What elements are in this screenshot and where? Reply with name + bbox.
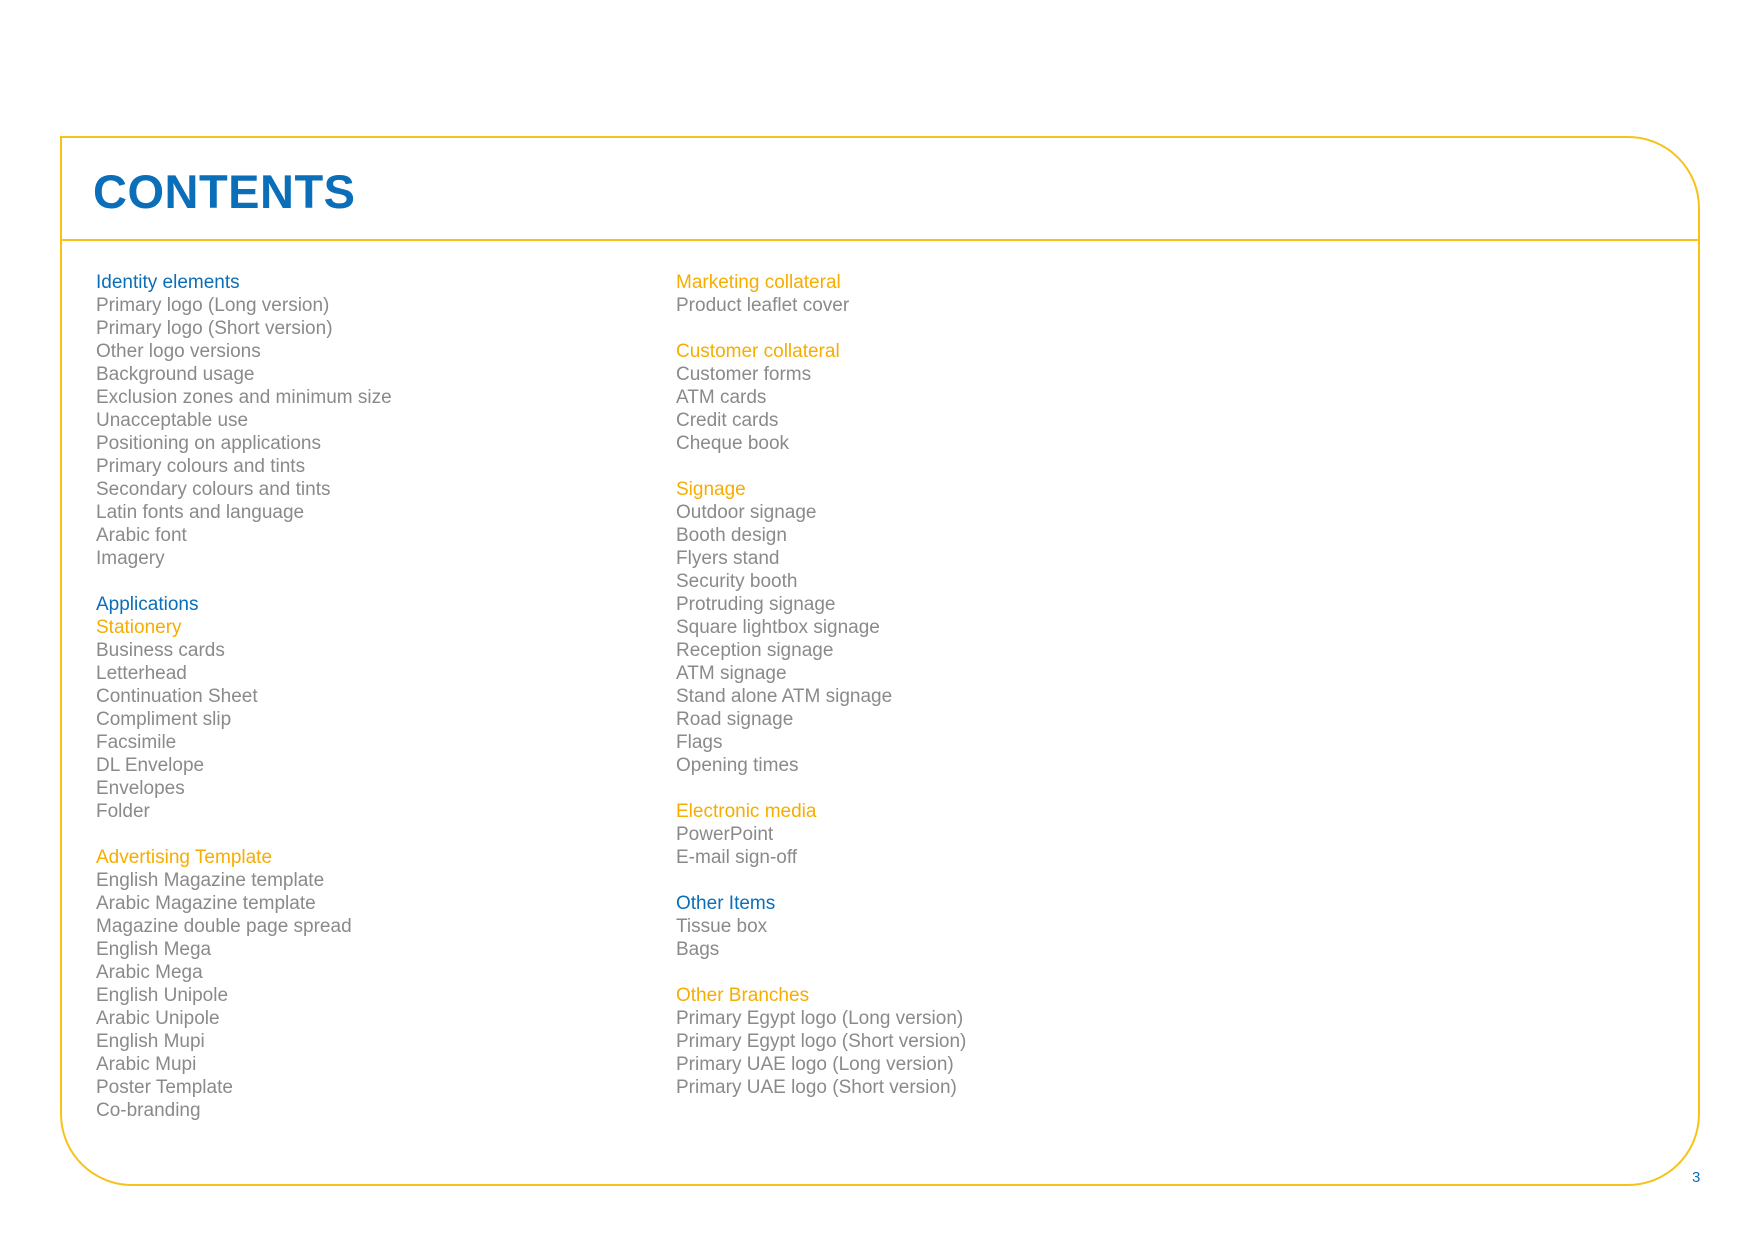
toc-item[interactable]: English Mega xyxy=(96,939,212,960)
section-heading-applications[interactable]: Applications xyxy=(96,594,199,615)
section-spacer xyxy=(676,317,1236,340)
header-divider xyxy=(60,239,1700,241)
toc-item[interactable]: Road signage xyxy=(676,709,794,730)
contents-left-column xyxy=(96,271,656,1122)
section-heading-electronic-media[interactable]: Electronic media xyxy=(676,801,817,822)
toc-item[interactable]: Booth design xyxy=(676,525,787,546)
toc-item[interactable]: English Mupi xyxy=(96,1031,205,1052)
contents-right-column xyxy=(676,271,1236,1099)
toc-item[interactable]: Facsimile xyxy=(96,732,177,753)
section-spacer xyxy=(96,570,656,593)
toc-item[interactable]: Magazine double page spread xyxy=(96,916,352,937)
toc-item[interactable]: ATM cards xyxy=(676,387,767,408)
toc-item[interactable]: Secondary colours and tints xyxy=(96,479,331,500)
section-spacer xyxy=(676,961,1236,984)
toc-item[interactable]: Flags xyxy=(676,732,723,753)
toc-item[interactable]: Latin fonts and language xyxy=(96,502,305,523)
toc-item[interactable]: Opening times xyxy=(676,755,799,776)
toc-item[interactable]: Flyers stand xyxy=(676,548,780,569)
toc-item[interactable]: English Unipole xyxy=(96,985,229,1006)
toc-item[interactable]: Primary UAE logo (Short version) xyxy=(676,1077,957,1098)
toc-item[interactable]: Business cards xyxy=(96,640,225,661)
toc-item[interactable]: E-mail sign-off xyxy=(676,847,798,868)
toc-item[interactable]: Customer forms xyxy=(676,364,812,385)
toc-item[interactable]: Bags xyxy=(676,939,720,960)
toc-item[interactable]: Protruding signage xyxy=(676,594,836,615)
section-heading-identity-elements[interactable]: Identity elements xyxy=(96,272,240,293)
toc-item[interactable]: Primary logo (Long version) xyxy=(96,295,330,316)
toc-item[interactable]: Arabic Mega xyxy=(96,962,203,983)
toc-item[interactable]: Credit cards xyxy=(676,410,779,431)
toc-item[interactable]: DL Envelope xyxy=(96,755,205,776)
toc-item[interactable]: Primary UAE logo (Long version) xyxy=(676,1054,954,1075)
toc-item[interactable]: Primary colours and tints xyxy=(96,456,306,477)
section-spacer xyxy=(96,823,656,846)
page-title: CONTENTS xyxy=(93,165,356,218)
toc-item[interactable]: Imagery xyxy=(96,548,165,569)
toc-item[interactable]: English Magazine template xyxy=(96,870,325,891)
toc-item[interactable]: Co-branding xyxy=(96,1100,201,1121)
toc-item[interactable]: Security booth xyxy=(676,571,798,592)
section-heading-other-branches[interactable]: Other Branches xyxy=(676,985,810,1006)
toc-item[interactable]: Background usage xyxy=(96,364,255,385)
toc-item[interactable]: PowerPoint xyxy=(676,824,774,845)
toc-item[interactable]: ATM signage xyxy=(676,663,787,684)
toc-item[interactable]: Positioning on applications xyxy=(96,433,321,454)
toc-item[interactable]: Arabic Mupi xyxy=(96,1054,197,1075)
page-number: 3 xyxy=(1692,1169,1701,1186)
toc-item[interactable]: Letterhead xyxy=(96,663,187,684)
toc-item[interactable]: Other logo versions xyxy=(96,341,261,362)
toc-item[interactable]: Arabic Unipole xyxy=(96,1008,220,1029)
toc-item[interactable]: Unacceptable use xyxy=(96,410,249,431)
toc-item[interactable]: Cheque book xyxy=(676,433,790,454)
toc-item[interactable]: Tissue box xyxy=(676,916,768,937)
section-heading-customer-collateral[interactable]: Customer collateral xyxy=(676,341,840,362)
section-heading-marketing-collateral[interactable]: Marketing collateral xyxy=(676,272,841,293)
section-spacer xyxy=(676,777,1236,800)
toc-item[interactable]: Outdoor signage xyxy=(676,502,817,523)
toc-item[interactable]: Exclusion zones and minimum size xyxy=(96,387,392,408)
section-heading-advertising-template[interactable]: Advertising Template xyxy=(96,847,273,868)
toc-item[interactable]: Envelopes xyxy=(96,778,185,799)
section-heading-other-items[interactable]: Other Items xyxy=(676,893,776,914)
toc-item[interactable]: Poster Template xyxy=(96,1077,233,1098)
subsection-heading-stationery[interactable]: Stationery xyxy=(96,617,182,638)
toc-item[interactable]: Folder xyxy=(96,801,150,822)
toc-item[interactable]: Arabic Magazine template xyxy=(96,893,316,914)
section-spacer xyxy=(676,869,1236,892)
toc-item[interactable]: Reception signage xyxy=(676,640,834,661)
toc-item[interactable]: Primary logo (Short version) xyxy=(96,318,333,339)
toc-item[interactable]: Compliment slip xyxy=(96,709,232,730)
toc-item[interactable]: Stand alone ATM signage xyxy=(676,686,893,707)
section-spacer xyxy=(676,455,1236,478)
toc-item[interactable]: Square lightbox signage xyxy=(676,617,880,638)
toc-item[interactable]: Continuation Sheet xyxy=(96,686,258,707)
toc-item[interactable]: Product leaflet cover xyxy=(676,295,850,316)
toc-item[interactable]: Primary Egypt logo (Long version) xyxy=(676,1008,964,1029)
toc-item[interactable]: Primary Egypt logo (Short version) xyxy=(676,1031,967,1052)
section-heading-signage[interactable]: Signage xyxy=(676,479,746,500)
toc-item[interactable]: Arabic font xyxy=(96,525,187,546)
